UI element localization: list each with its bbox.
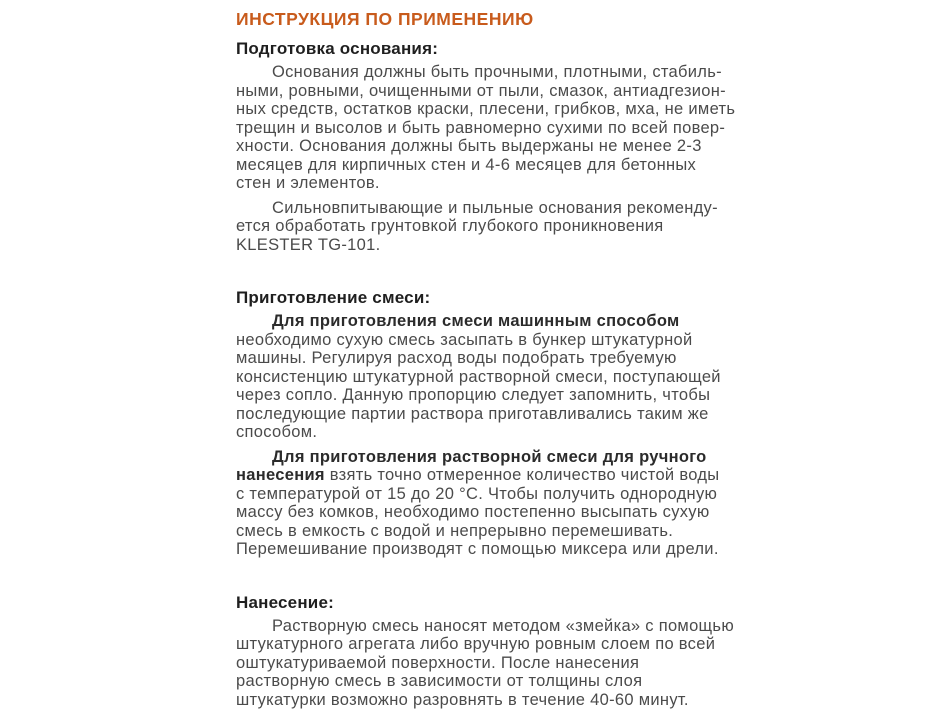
paragraph-line: смесь в емкость с водой и непрерывно перемешивать. bbox=[236, 521, 674, 540]
paragraph-line: ется обработать грунтовкой глубокого проникновения bbox=[236, 217, 664, 235]
paragraph-line: растворную смесь в зависимости от толщины слоя bbox=[236, 672, 643, 690]
paragraph-line: способом. bbox=[236, 423, 318, 441]
section-heading: Приготовление смеси: bbox=[236, 288, 431, 307]
paragraph-line: ных средств, остатков краски, плесени, грибков, мха, не иметь bbox=[236, 100, 736, 118]
paragraph-line bbox=[236, 312, 796, 331]
paragraph-line: Перемешивание производят с помощью миксера или дрели. bbox=[236, 540, 719, 558]
paragraph-line: консистенцию штукатурной растворной смеси, поступающей bbox=[236, 367, 721, 386]
section-heading: Нанесение: bbox=[236, 592, 334, 612]
paragraph-line: KLESTER TG-101. bbox=[236, 235, 381, 254]
paragraph-line: необходимо сухую смесь засыпать в бункер штукатурной bbox=[236, 330, 693, 349]
sections bbox=[236, 39, 796, 709]
paragraph-line: через сопло. Данную пропорцию следует запомнить, чтобы bbox=[236, 386, 711, 404]
paragraph-line: трещин и высолов и быть равномерно сухими по всей повер- bbox=[236, 118, 726, 137]
section bbox=[236, 288, 796, 559]
paragraph bbox=[236, 617, 796, 710]
paragraph-line: ными, ровными, очищенными от пыли, смазок, антиадгезион- bbox=[236, 81, 726, 100]
paragraph bbox=[236, 63, 796, 193]
paragraph-line: последующие партии раствора приготавливались таким же bbox=[236, 404, 709, 423]
section bbox=[236, 39, 796, 254]
paragraph-line: Основания должны быть прочными, плотными, стабиль- bbox=[272, 63, 722, 81]
paragraph-line: машины. Регулируя расход воды подобрать требуемую bbox=[236, 349, 677, 367]
paragraph-line: хности. Основания должны быть выдержаны не менее 2-3 bbox=[236, 137, 702, 155]
section bbox=[236, 593, 796, 710]
paragraph-line bbox=[236, 448, 796, 467]
paragraph bbox=[236, 448, 796, 559]
paragraph-line: оштукатуриваемой поверхности. После нанесения bbox=[236, 653, 640, 672]
paragraph-line: штукатурки возможно разровнять в течение 40-60 минут. bbox=[236, 690, 689, 709]
paragraph-line: стен и элементов. bbox=[236, 174, 380, 192]
paragraph-line: массу без комков, необходимо постепенно высыпать сухую bbox=[236, 503, 710, 521]
bold-run: Для приготовления растворной смеси для ручного bbox=[272, 447, 707, 466]
bold-run: нанесения bbox=[236, 466, 325, 484]
document-page bbox=[236, 9, 796, 715]
paragraph-line: Растворную смесь наносят методом «змейка» с помощью bbox=[272, 616, 734, 635]
section-heading: Подготовка основания: bbox=[236, 39, 439, 58]
paragraph-line: с температурой от 15 до 20 °С. Чтобы получить однородную bbox=[236, 484, 718, 503]
bold-run: Для приготовления смеси машинным способом bbox=[272, 312, 680, 330]
paragraph-line: штукатурного агрегата либо вручную ровным слоем по всей bbox=[236, 635, 716, 653]
paragraph-line: нанесения взять точно отмеренное количество чистой воды bbox=[236, 466, 720, 484]
document-title: ИНСТРУКЦИЯ ПО ПРИМЕНЕНИЮ bbox=[236, 9, 534, 29]
paragraph-line: месяцев для кирпичных стен и 4-6 месяцев для бетонных bbox=[236, 155, 697, 174]
paragraph bbox=[236, 312, 796, 442]
paragraph-line: Сильновпитывающие и пыльные основания рекоменду- bbox=[272, 198, 718, 217]
paragraph bbox=[236, 199, 796, 255]
